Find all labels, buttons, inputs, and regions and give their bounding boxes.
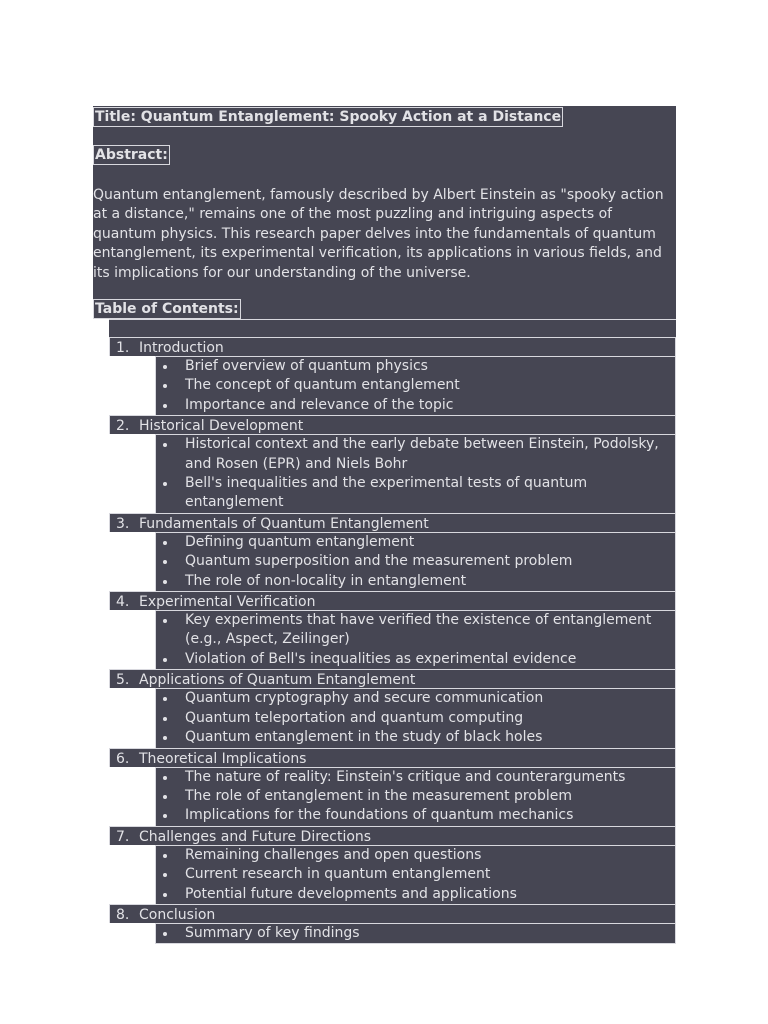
- toc-bullet-item: [156, 846, 675, 865]
- bullet-dot-icon: [163, 404, 167, 408]
- toc-bullet-list: [155, 356, 676, 415]
- bullet-dot-icon: [163, 443, 167, 447]
- toc-section-number: 8.: [116, 906, 130, 923]
- toc-section-row: [109, 415, 676, 434]
- abstract-paragraph: Quantum entanglement, famously described by Albert Einstein as "spooky action at a distance," remains one of the most puzzling and intriguing aspects of quantum physics. This research paper delves into the fundamentals of quantum entanglement, its experimental verification, its applications in various fields, and its implications for our understanding of the universe.: [93, 187, 664, 281]
- header-block: [93, 106, 676, 319]
- toc-bullet-text: Violation of Bell's inequalities as experimental evidence: [185, 650, 577, 667]
- toc-section-row: [109, 513, 676, 532]
- toc-bullet-list: [155, 845, 676, 904]
- document-page: [93, 106, 676, 944]
- toc-bullet-text: Quantum cryptography and secure communication: [185, 690, 544, 707]
- toc-bullet-item: [156, 572, 675, 591]
- toc-bullet-item: [156, 924, 675, 943]
- toc-bullet-item: [156, 552, 675, 571]
- toc-bullet-text: Defining quantum entanglement: [185, 533, 415, 550]
- toc-bullet-list: [155, 688, 676, 747]
- bullet-dot-icon: [163, 697, 167, 701]
- toc-bullet-item: [156, 709, 675, 728]
- toc-bullet-item: [156, 650, 675, 669]
- toc-bullet-text: The role of entanglement in the measurement problem: [185, 787, 572, 804]
- bullet-dot-icon: [163, 814, 167, 818]
- bullet-dot-icon: [163, 873, 167, 877]
- toc-bullet-text: Quantum superposition and the measurement problem: [185, 553, 573, 570]
- bullet-dot-icon: [163, 893, 167, 897]
- toc-bullet-item: [156, 357, 675, 376]
- bullet-dot-icon: [163, 932, 167, 936]
- toc-section-row: [109, 826, 676, 845]
- bullet-dot-icon: [163, 736, 167, 740]
- toc-section-number: 5.: [116, 672, 130, 689]
- toc-bullet-text: The concept of quantum entanglement: [185, 377, 460, 394]
- toc-bullet-item: [156, 396, 675, 415]
- table-of-contents: [93, 319, 676, 944]
- toc-spacer-row: [109, 319, 676, 337]
- toc-section-row: [109, 748, 676, 767]
- toc-section-number: 2.: [116, 418, 130, 435]
- toc-bullet-item: [156, 474, 675, 513]
- toc-bullet-item: [156, 728, 675, 747]
- toc-section-row: [109, 591, 676, 610]
- toc-section-number: 3.: [116, 515, 130, 532]
- bullet-dot-icon: [163, 365, 167, 369]
- toc-bullet-item: [156, 787, 675, 806]
- document-title: Title: Quantum Entanglement: Spooky Action at a Distance: [95, 109, 562, 125]
- bullet-dot-icon: [163, 580, 167, 584]
- toc-bullet-item: [156, 885, 675, 904]
- toc-bullet-text: Bell's inequalities and the experimental tests of quantum entanglement: [185, 475, 588, 511]
- toc-section-title: Fundamentals of Quantum Entanglement: [139, 515, 429, 532]
- bullet-dot-icon: [163, 560, 167, 564]
- toc-section-title: Challenges and Future Directions: [139, 828, 372, 845]
- toc-bullet-item: [156, 611, 675, 650]
- toc-section-number: 1.: [116, 340, 130, 356]
- toc-bullet-text: Implications for the foundations of quantum mechanics: [185, 807, 574, 824]
- toc-bullet-list: [155, 923, 676, 943]
- bullet-dot-icon: [163, 482, 167, 486]
- bullet-dot-icon: [163, 854, 167, 858]
- toc-bullet-text: Brief overview of quantum physics: [185, 358, 428, 374]
- bullet-dot-icon: [163, 619, 167, 623]
- toc-bullet-text: The role of non-locality in entanglement: [185, 572, 467, 589]
- toc-bullet-text: Current research in quantum entanglement: [185, 866, 491, 883]
- toc-heading: Table of Contents:: [95, 301, 239, 317]
- toc-bullet-item: [156, 689, 675, 708]
- bullet-dot-icon: [163, 658, 167, 662]
- toc-bullet-item: [156, 806, 675, 825]
- bullet-dot-icon: [163, 795, 167, 799]
- toc-bullet-text: Quantum teleportation and quantum computing: [185, 709, 524, 726]
- toc-bullet-text: Remaining challenges and open questions: [185, 846, 482, 863]
- toc-bullet-item: [156, 768, 675, 787]
- toc-bullet-text: Key experiments that have verified the existence of entanglement (e.g., Aspect, Zeilinger): [185, 612, 652, 648]
- toc-section-row: [109, 337, 676, 356]
- toc-bullet-list: [155, 532, 676, 591]
- toc-section-number: 6.: [116, 750, 130, 767]
- toc-section-title: Conclusion: [139, 906, 216, 923]
- toc-bullet-list: [155, 610, 676, 669]
- toc-section-row: [109, 669, 676, 688]
- toc-bullet-item: [156, 533, 675, 552]
- bullet-dot-icon: [163, 384, 167, 388]
- abstract-heading: Abstract:: [95, 147, 168, 163]
- toc-section-title: Applications of Quantum Entanglement: [139, 672, 416, 689]
- toc-section-title: Theoretical Implications: [139, 750, 307, 767]
- bullet-dot-icon: [163, 717, 167, 721]
- toc-bottom-border: [155, 943, 676, 944]
- toc-section-title: Historical Development: [139, 418, 304, 435]
- toc-bullet-list: [155, 767, 676, 826]
- toc-bullet-item: [156, 865, 675, 884]
- toc-section-title: Experimental Verification: [139, 594, 316, 611]
- toc-bullet-item: [156, 435, 675, 474]
- toc-bullet-text: Summary of key findings: [185, 924, 360, 941]
- toc-bullet-text: Quantum entanglement in the study of black holes: [185, 729, 543, 746]
- toc-section-row: [109, 904, 676, 923]
- toc-bullet-text: Historical context and the early debate between Einstein, Podolsky, and Rosen (EPR) and Niels Bohr: [185, 436, 659, 472]
- bullet-dot-icon: [163, 776, 167, 780]
- toc-bullet-text: The nature of reality: Einstein's critique and counterarguments: [185, 768, 626, 785]
- toc-section-number: 7.: [116, 828, 130, 845]
- toc-section-title: Introduction: [139, 340, 224, 356]
- toc-bullet-list: [155, 434, 676, 513]
- bullet-dot-icon: [163, 541, 167, 545]
- toc-bullet-item: [156, 376, 675, 395]
- toc-section-number: 4.: [116, 594, 130, 611]
- toc-bullet-text: Importance and relevance of the topic: [185, 396, 454, 413]
- toc-bullet-text: Potential future developments and applications: [185, 885, 517, 902]
